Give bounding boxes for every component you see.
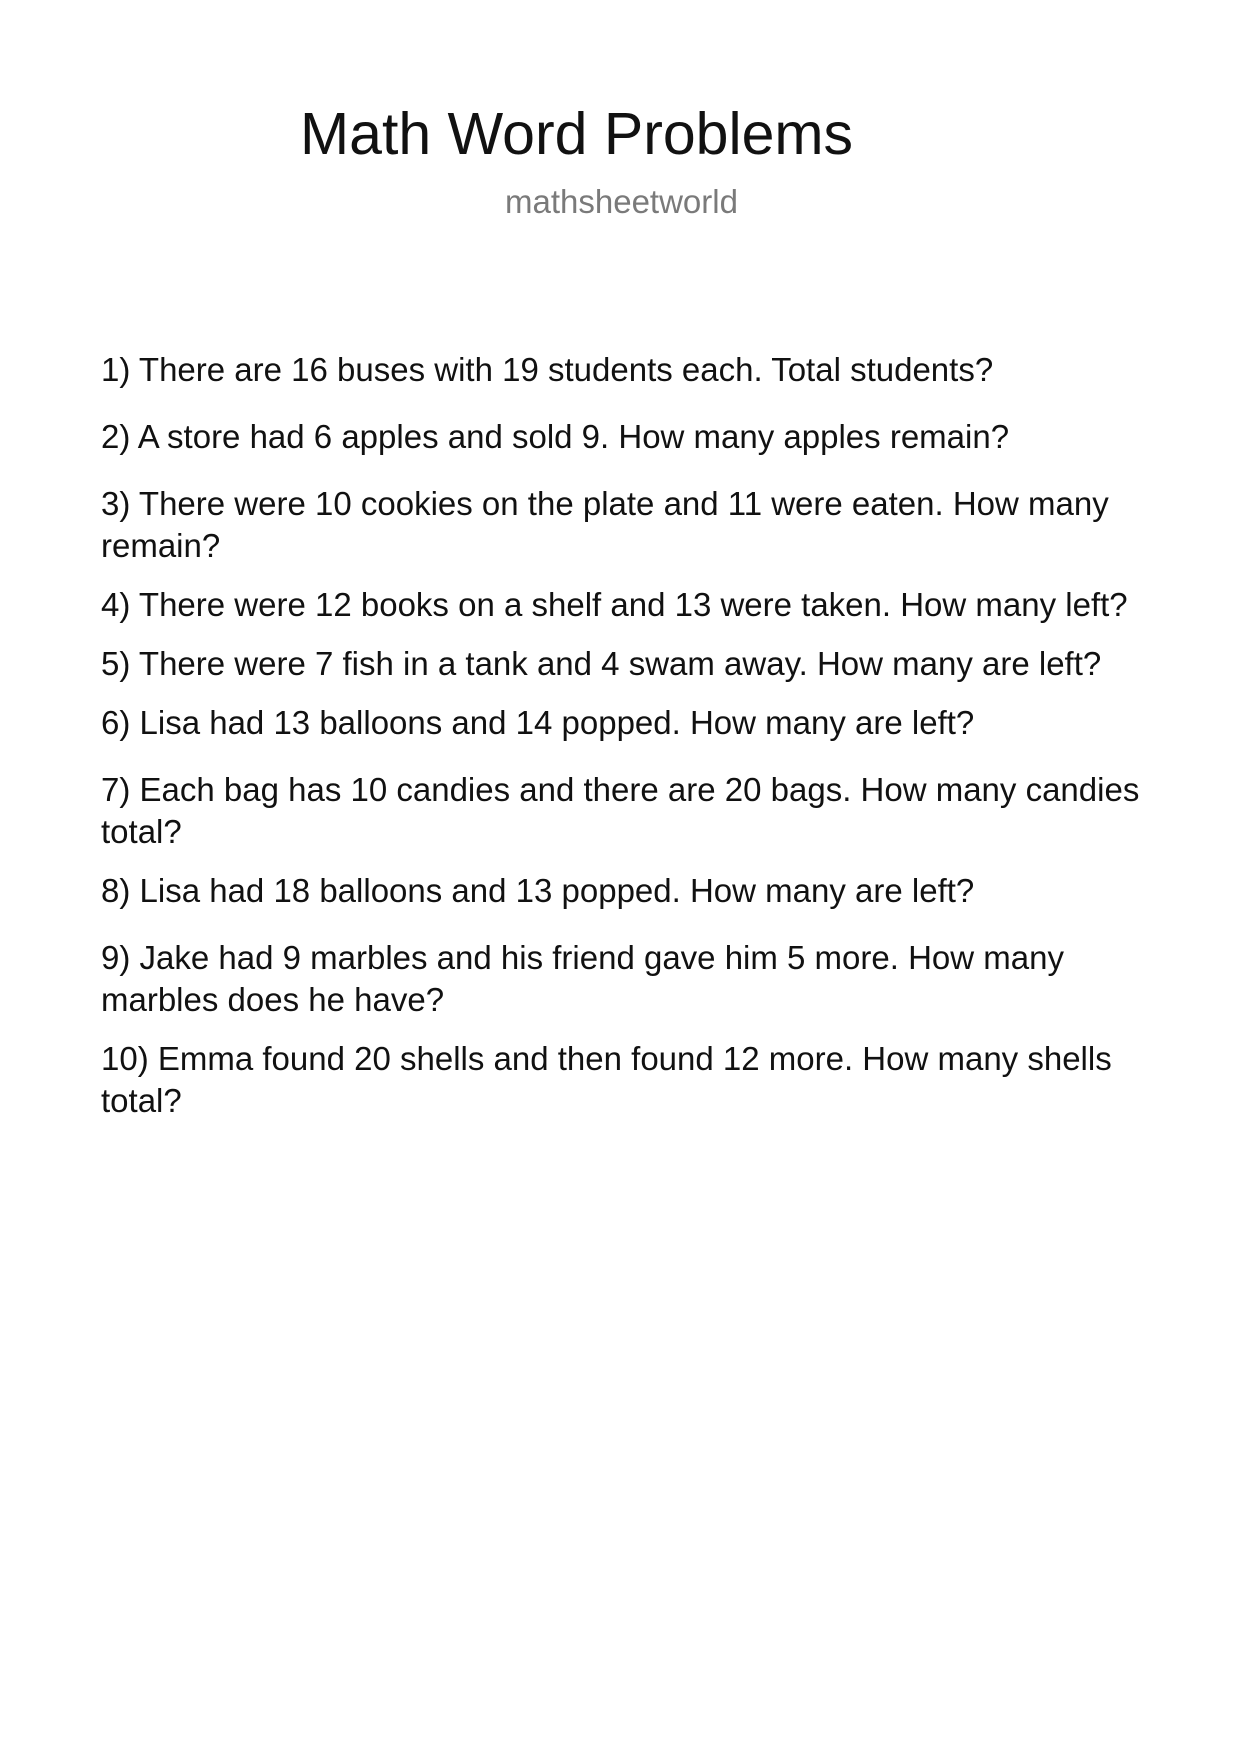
problem-item: 8) Lisa had 18 balloons and 13 popped. How many are left? xyxy=(101,872,975,909)
problem-item: 6) Lisa had 13 balloons and 14 popped. How many are left? xyxy=(101,704,975,741)
problem-item: 2) A store had 6 apples and sold 9. How many apples remain? xyxy=(101,418,1010,455)
problem-item: 3) There were 10 cookies on the plate and 11 were eaten. How many remain? xyxy=(101,485,1109,564)
problem-item: 9) Jake had 9 marbles and his friend gave him 5 more. How many marbles does he have? xyxy=(101,939,1064,1018)
page-title: Math Word Problems xyxy=(300,101,854,167)
problem-item: 4) There were 12 books on a shelf and 13 were taken. How many left? xyxy=(101,586,1128,623)
problem-item: 1) There are 16 buses with 19 students each. Total students? xyxy=(101,351,994,388)
problem-list xyxy=(101,349,1141,1139)
page-subtitle: mathsheetworld xyxy=(505,183,738,220)
problem-item: 5) There were 7 fish in a tank and 4 swam away. How many are left? xyxy=(101,645,1102,682)
problem-item: 10) Emma found 20 shells and then found 12 more. How many shells total? xyxy=(101,1040,1112,1119)
problem-item: 7) Each bag has 10 candies and there are 20 bags. How many candies total? xyxy=(101,771,1140,850)
